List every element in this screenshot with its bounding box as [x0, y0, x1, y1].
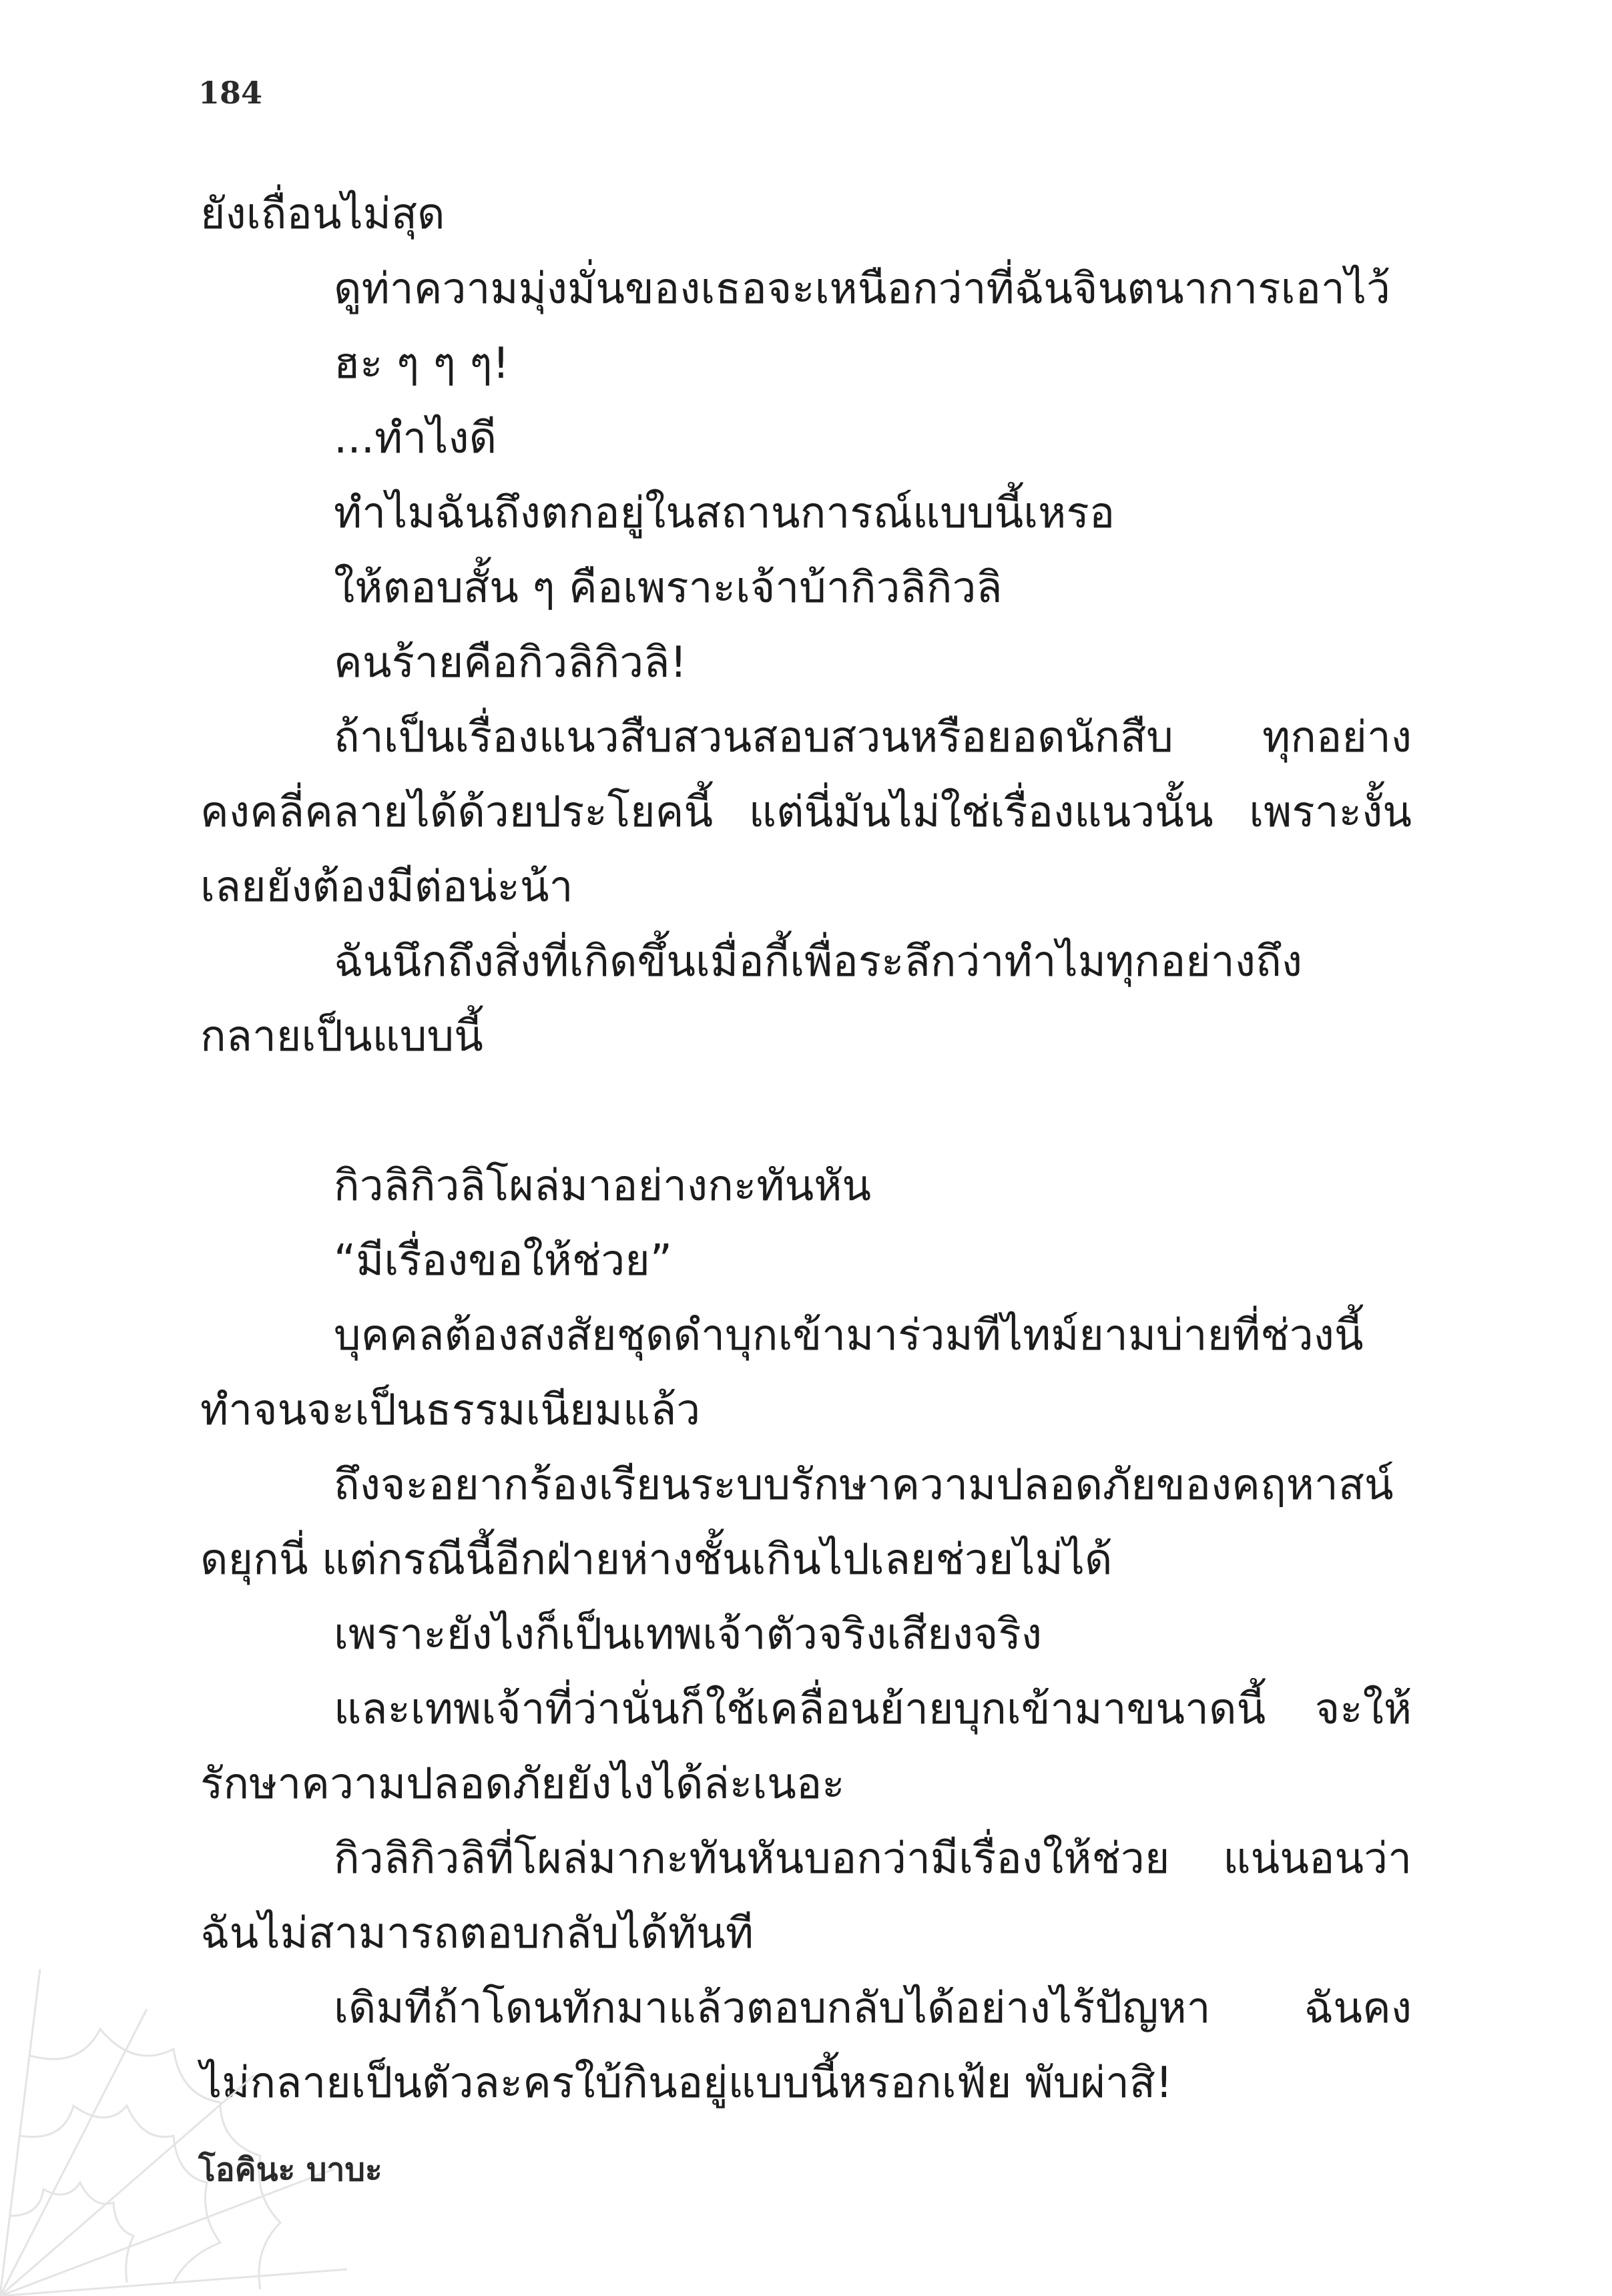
text-line: คงคลี่คลายได้ด้วยประโยคนี้ แต่นี่มันไม่ใช่เรื่องแนวนั้น เพราะงั้น [200, 788, 1412, 837]
text-line: ทำไมฉันถึงตกอยู่ในสถานการณ์แบบนี้เหรอ [334, 489, 1115, 538]
text-line: และเทพเจ้าที่ว่านั่นก็ใช้เคลื่อนย้ายบุกเข้ามาขนาดนี้ จะให้ [334, 1685, 1412, 1734]
text-line: คนร้ายคือกิวลิกิวลิ! [334, 638, 688, 687]
text-line: ให้ตอบสั้น ๆ คือเพราะเจ้าบ้ากิวลิกิวลิ [334, 563, 1003, 613]
text-line: เลยยังต้องมีต่อน่ะน้า [200, 862, 573, 912]
text-line: ฉันไม่สามารถตอบกลับได้ทันที [200, 1909, 754, 1958]
text-line: รักษาความปลอดภัยยังไงได้ล่ะเนอะ [200, 1759, 845, 1809]
text-line: เพราะยังไงก็เป็นเทพเจ้าตัวจริงเสียงจริง [334, 1610, 1042, 1659]
text-line: ...ทำไงดี [334, 414, 497, 463]
text-line: ดูท่าความมุ่งมั่นของเธอจะเหนือกว่าที่ฉันจินตนาการเอาไว้ [334, 264, 1390, 314]
blank-line [200, 1074, 1412, 1149]
text-line: บุคคลต้องสงสัยชุดดำบุกเข้ามาร่วมทีไทม์ยามบ่ายที่ช่วงนี้ [334, 1311, 1364, 1360]
text-line: กลายเป็นแบบนี้ [200, 1012, 483, 1061]
text-line: กิวลิกิวลิโผล่มาอย่างกะทันหัน [334, 1161, 872, 1211]
body-text [200, 177, 1412, 2120]
book-title: โอคินะ บาบะ [198, 2151, 382, 2189]
text-line: ดยุกนี่ แต่กรณีนี้อีกฝ่ายห่างชั้นเกินไปเลยช่วยไม่ได้ [200, 1535, 1113, 1585]
text-line: “มีเรื่องขอให้ช่วย” [334, 1236, 672, 1285]
text-line: เดิมทีถ้าโดนทักมาแล้วตอบกลับได้อย่างไร้ปัญหา ฉันคง [334, 1984, 1412, 2033]
text-line: ถึงจะอยากร้องเรียนระบบรักษาความปลอดภัยของคฤหาสน์ [334, 1460, 1394, 1510]
spider-web-icon [0, 1969, 347, 2296]
text-line: ถ้าเป็นเรื่องแนวสืบสวนสอบสวนหรือยอดนักสืบ ทุกอย่าง [334, 713, 1412, 762]
page-number: 184 [198, 75, 263, 111]
text-line: ฮะ ๆ ๆ ๆ! [334, 339, 510, 388]
text-line: กิวลิกิวลิที่โผล่มากะทันหันบอกว่ามีเรื่องให้ช่วย แน่นอนว่า [334, 1834, 1412, 1884]
text-line: ทำจนจะเป็นธรรมเนียมแล้ว [200, 1386, 701, 1435]
text-line: ฉันนึกถึงสิ่งที่เกิดขึ้นเมื่อกี้เพื่อระลึกว่าทำไมทุกอย่างถึง [334, 937, 1302, 986]
text-line: ยังเถื่อนไม่สุด [200, 190, 445, 239]
text-line: ไม่กลายเป็นตัวละครใบ้กินอยู่แบบนี้หรอกเฟ้ย พับผ่าสิ! [200, 2058, 1173, 2108]
